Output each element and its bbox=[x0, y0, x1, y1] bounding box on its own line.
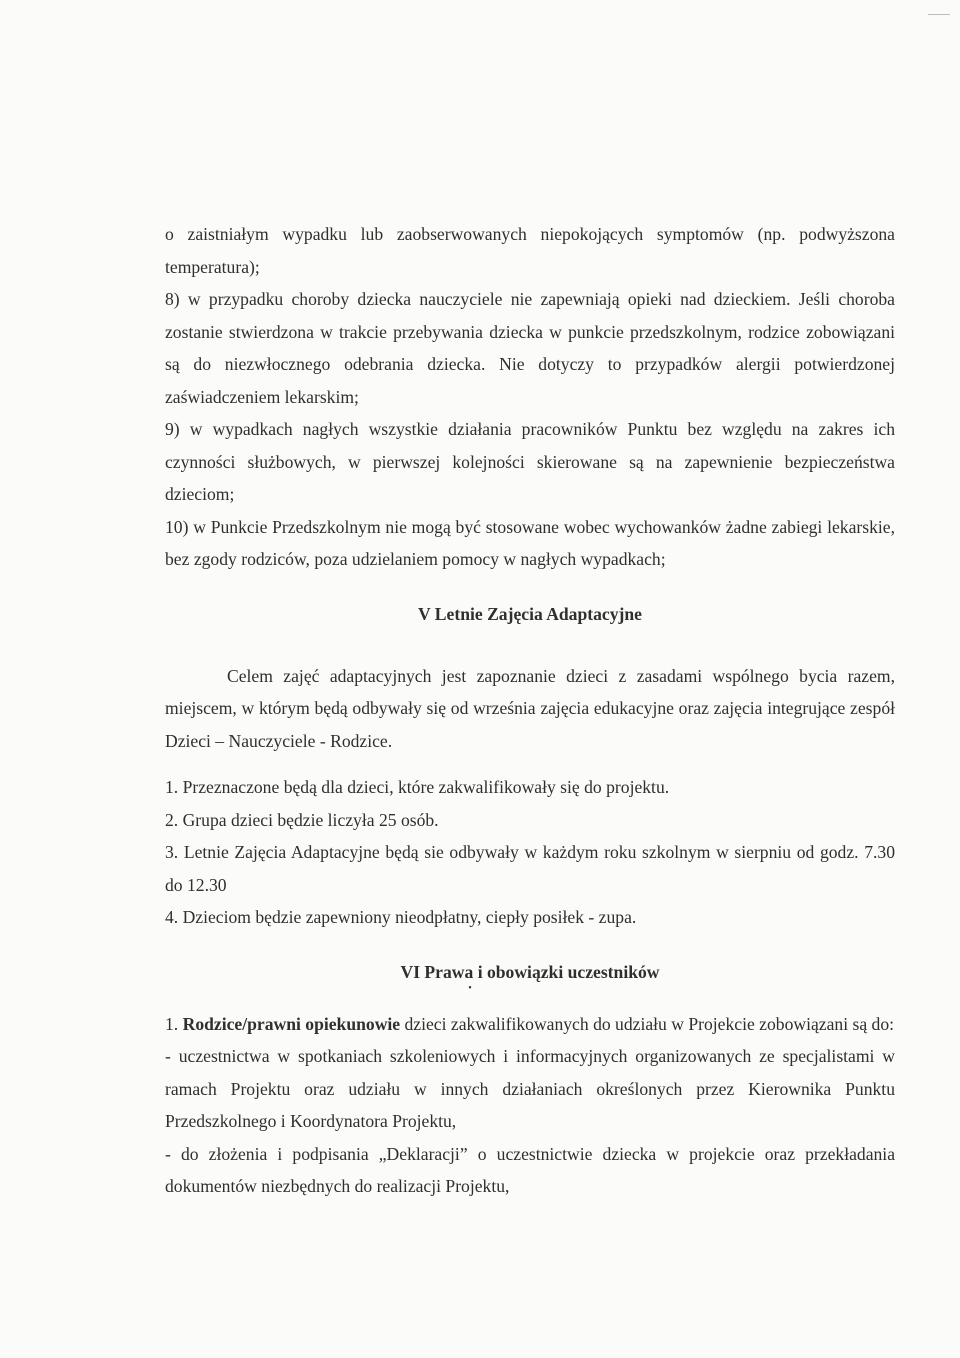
document-page bbox=[165, 218, 895, 1203]
paragraph-item-8: 8) w przypadku choroby dziecka nauczyciele nie zapewniają opieki nad dzieckiem. Jeśli choroba zostanie stwierdzona w trakcie przebywania dziecka w punkcie przedszkolnym, rodzice zobowiązani są do niezwłocznego odebrania dziecka. Nie dotyczy to przypadków alergii potwierdzonej zaświadczeniem lekarskim; bbox=[165, 289, 895, 407]
section-vi-item-1 bbox=[165, 1008, 895, 1041]
section-v-item-1: 1. Przeznaczone będą dla dzieci, które zakwalifikowały się do projektu. bbox=[165, 777, 670, 797]
section-v-item-3: 3. Letnie Zajęcia Adaptacyjne będą sie odbywały w każdym roku szkolnym w sierpniu od godz. 7.30 do 12.30 bbox=[165, 842, 895, 895]
section-v-item-4: 4. Dzieciom będzie zapewniony nieodpłatny, ciepły posiłek - zupa. bbox=[165, 907, 637, 927]
section-heading-vi: VI Prawa i obowiązki uczestników bbox=[400, 961, 660, 982]
scan-edge-mark bbox=[928, 14, 950, 15]
section-vi-bullet-1: - uczestnictwa w spotkaniach szkoleniowych i informacyjnych organizowanych ze specjalistami w ramach Projektu oraz udziału w innych działaniach określonych przez Kierownika Punktu Przedszkolnego i Koordynatora Projektu, bbox=[165, 1046, 895, 1131]
section-v-intro: Celem zajęć adaptacyjnych jest zapoznanie dzieci z zasadami wspólnego bycia razem, miejscem, w którym będą odbywały się od września zajęcia edukacyjne oraz zajęcia integrujące zespół Dzieci – Nauczyciele - Rodzice. bbox=[165, 665, 895, 751]
scan-speck: • bbox=[468, 982, 472, 994]
section-vi-item-1-text: dzieci zakwalifikowanych do udziału w Projekcie zobowiązani są do: bbox=[400, 1013, 895, 1034]
section-vi-item-1-number: 1. bbox=[165, 1013, 179, 1034]
paragraph-item-10: 10) w Punkcie Przedszkolnym nie mogą być stosowane wobec wychowanków żadne zabiegi lekarskie, bez zgody rodziców, poza udzielaniem pomocy w nagłych wypadkach; bbox=[165, 516, 895, 569]
section-v-item-2: 2. Grupa dzieci będzie liczyła 25 osób. bbox=[165, 809, 439, 830]
paragraph-item-9: 9) w wypadkach nagłych wszystkie działania pracowników Punktu bez względu na zakres ich czynności służbowych, w pierwszej kolejności skierowane są na zapewnienie bezpieczeństwa dzieciom; bbox=[165, 419, 895, 504]
paragraph-continuation: o zaistniałym wypadku lub zaobserwowanych niepokojących symptomów (np. podwyższona temperatura); bbox=[165, 224, 895, 277]
section-vi-item-1-subject: Rodzice/prawni opiekunowie bbox=[182, 1013, 401, 1034]
section-vi-bullet-2: - do złożenia i podpisania „Deklaracji” o uczestnictwie dziecka w projekcie oraz przekładania dokumentów niezbędnych do realizacji Projektu, bbox=[165, 1143, 895, 1196]
section-heading-v: V Letnie Zajęcia Adaptacyjne bbox=[418, 603, 642, 624]
